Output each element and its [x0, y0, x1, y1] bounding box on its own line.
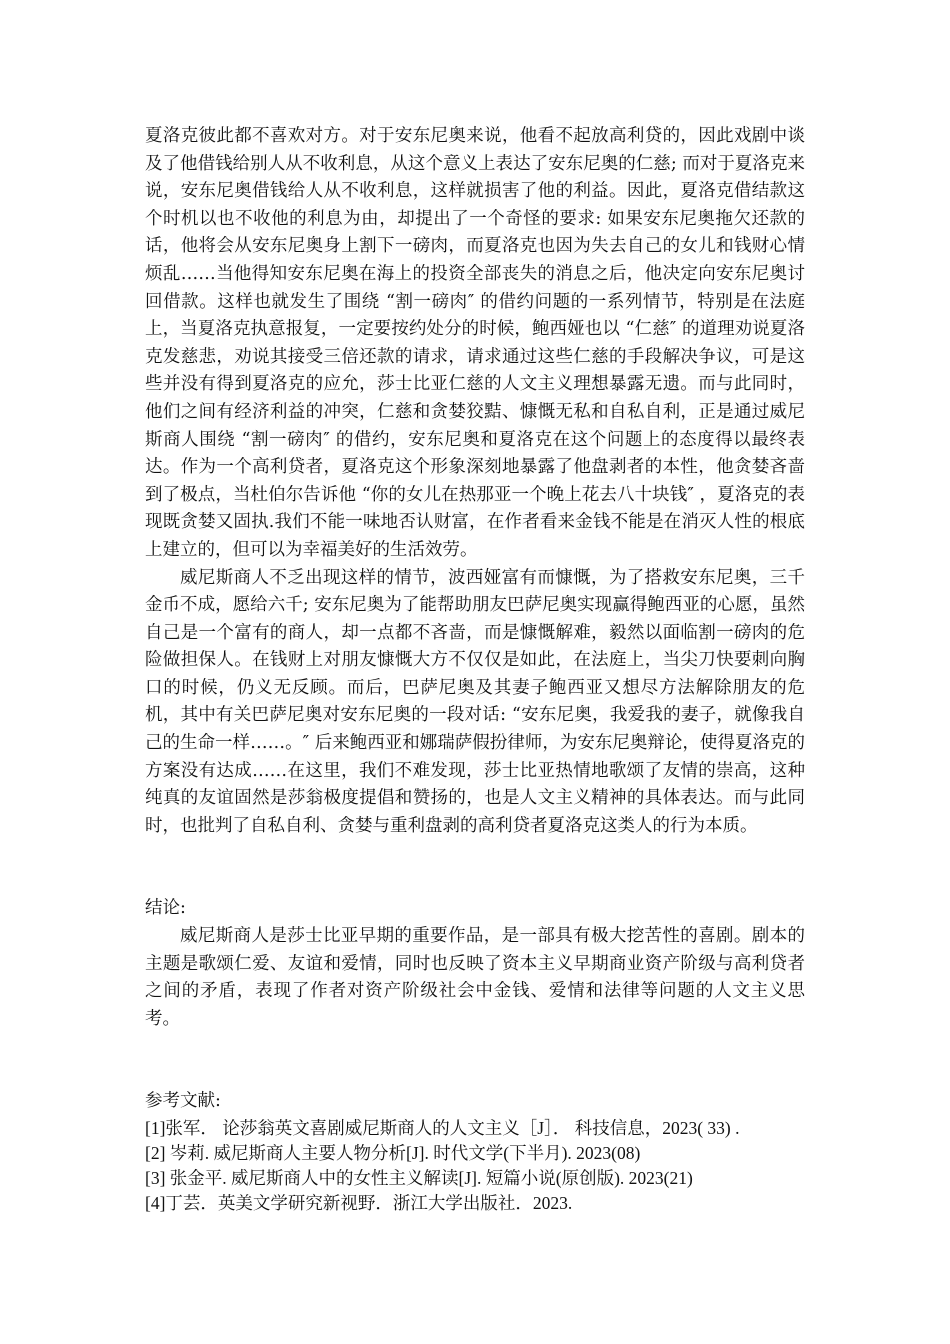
body-paragraph-1: 夏洛克彼此都不喜欢对方。对于安东尼奥来说，他看不起放高利贷的，因此戏剧中谈及了他借钱给别人从不收利息，从这个意义上表达了安东尼奥的仁慈; 而对于夏洛克来说，安东尼奥借钱给人从不收利息，这样就损害了他的利益。因此，夏洛克借结款这个时机以也不收他的利息为由，却提出了一个奇怪的要求: 如果安东尼奥拖欠还款的话，他将会从安东尼奥身上割下一磅肉，而夏洛克也因为失去自己的女儿和钱财心情烦乱……当他得知安东尼奥在海上的投资全部丧失的消息之后，他决定向安东尼奥讨回借款。这样也就发生了围绕 “割一磅肉″ 的借约问题的一系列情节，特别是在法庭上，当夏洛克执意报复，一定要按约处分的时候，鲍西娅也以 “仁慈″ 的道理劝说夏洛克发慈悲，劝说其接受三倍还款的请求，请求通过这些仁慈的手段解决争议，可是这些并没有得到夏洛克的应允，莎士比亚仁慈的人文主义理想暴露无遗。而与此同时，他们之间有经济利益的冲突，仁慈和贪婪狡黠、慷慨无私和自私自利，正是通过威尼斯商人围绕 “割一磅肉″ 的借约，安东尼奥和夏洛克在这个问题上的态度得以最终表达。作为一个高利贷者，夏洛克这个形象深刻地暴露了他盘剥者的本性，他贪婪吝啬到了极点，当杜伯尔告诉他 “你的女儿在热那亚一个晚上花去八十块钱″ ，夏洛克的表现既贪婪又固执.我们不能一味地否认财富，在作者看来金钱不能是在消灭人性的根底上建立的，但可以为幸福美好的生活效劳。 [145, 126, 805, 560]
spacer [145, 840, 805, 895]
reference-list [145, 1116, 805, 1216]
body-paragraph-2: 威尼斯商人不乏出现这样的情节，波西娅富有而慷慨，为了搭救安东尼奥，三千金币不成，愿给六千; 安东尼奥为了能帮助朋友巴萨尼奥实现赢得鲍西亚的心愿，虽然自己是一个富有的商人，却一点都不吝啬，而是慷慨解难，毅然以面临割一磅肉的危险做担保人。在钱财上对朋友慷慨大方不仅仅是如此，在法庭上，当尖刀快要刺向胸口的时候，仍义无反顾。而后，巴萨尼奥及其妻子鲍西亚又想尽方法解除朋友的危机，其中有关巴萨尼奥对安东尼奥的一段对话: “安东尼奥，我爱我的妻子，就像我自己的生命一样……。″ 后来鲍西亚和娜瑞萨假扮律师，为安东尼奥辩论，使得夏洛克的方案没有达成……在这里，我们不难发现，莎士比亚热情地歌颂了友情的崇高，这种纯真的友谊固然是莎翁极度提倡和赞扬的，也是人文主义精神的具体表达。而与此同时，也批判了自私自利、贪婪与重利盘剥的高利贷者夏洛克这类人的行为本质。 [145, 567, 805, 836]
reference-item: [2] 岑莉. 威尼斯商人主要人物分析[J]. 时代文学(下半月). 2023(08) [145, 1143, 641, 1163]
reference-item: [1]张军． 论莎翁英文喜剧威尼斯商人的人文主义［J］． 科技信息，2023( 33) . [145, 1118, 740, 1138]
references-heading: 参考文献: [145, 1091, 221, 1112]
conclusion-paragraph: 威尼斯商人是莎士比亚早期的重要作品，是一部具有极大挖苦性的喜剧。剧本的主题是歌颂仁爱、友谊和爱情，同时也反映了资本主义早期商业资产阶级与高利贷者之间的矛盾，表现了作者对资产阶级社会中金钱、爱情和法律等问题的人文主义思考。 [145, 926, 805, 1029]
conclusion-heading: 结论: [145, 898, 186, 919]
spacer [145, 1033, 805, 1088]
document-page [145, 123, 805, 1216]
reference-item: [4]丁芸．英美文学研究新视野．浙江大学出版社．2023. [145, 1193, 573, 1213]
reference-item: [3] 张金平. 威尼斯商人中的女性主义解读[J]. 短篇小说(原创版). 2023(21) [145, 1168, 693, 1188]
